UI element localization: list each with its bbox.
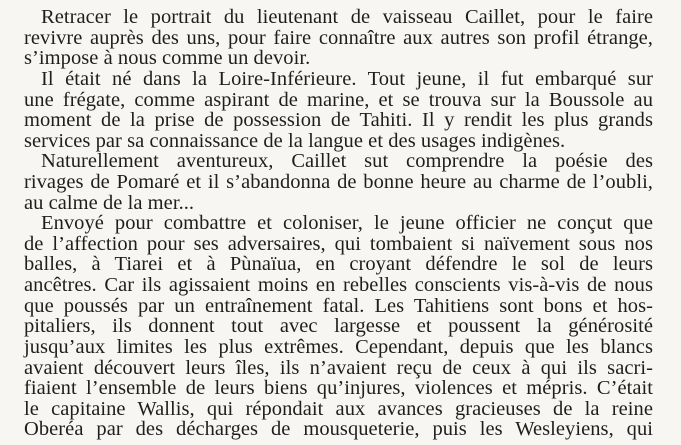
text-line: une frégate, comme aspirant de marine, et se trouva sur la Boussole au [24, 88, 653, 111]
text-line: jusqu’aux limites les plus extrêmes. Cependant, depuis que les blancs [24, 335, 653, 358]
text-line: Envoyé pour combattre et coloniser, le jeune officier ne conçut que [41, 212, 653, 235]
text-line: fiaient l’ensemble de leurs biens qu’injures, violences et mépris. C’était [24, 377, 653, 400]
text-line: revivre auprès des uns, pour faire connaître aux autres son profil étrange, [24, 26, 653, 49]
text-line: le capitaine Wallis, qui répondait aux avances gracieuses de la reine [24, 397, 653, 420]
text-line: s’impose à nous comme un devoir. [24, 47, 311, 70]
text-line: Retracer le portrait du lieutenant de vaisseau Caillet, pour le faire [41, 6, 653, 28]
text-line: moment de la prise de possession de Tahiti. Il y rendit les plus grands [24, 109, 653, 132]
text-line: pitaliers, ils donnent tout avec largesse et poussent la générosité [24, 315, 653, 338]
text-line: Oberéa par des décharges de mousqueterie, puis les Wesleyiens, qui [24, 418, 653, 441]
text-line: que poussés par un entraînement fatal. Les Tahitiens sont bons et hos- [24, 294, 653, 317]
text-line: avaient découvert leurs îles, ils n’avaient reçu de ceux à qui ils sacri- [24, 356, 653, 379]
text-line: Il était né dans la Loire-Inférieure. Tout jeune, il fut embarqué sur [41, 67, 653, 90]
text-line: Naturellement aventureux, Caillet sut comprendre la poésie des [41, 150, 653, 173]
text-line: au calme de la mer... [24, 191, 195, 214]
text-line: de l’affection pour ses adversaires, qui tombaient si naïvement sous nos [24, 232, 653, 255]
text-line: balles, à Tiarei et à Pùnaïua, en croyant défendre le sol de leurs [24, 253, 653, 276]
text-line: rivages de Pomaré et il s’abandonna de bonne heure au charme de l’oubli, [24, 171, 653, 193]
text-line: ancêtres. Car ils agissaient moins en rebelles conscients vis-à-vis de nous [24, 274, 653, 296]
text-line: services par sa connaissance de la langue et des usages indigènes. [24, 129, 566, 152]
